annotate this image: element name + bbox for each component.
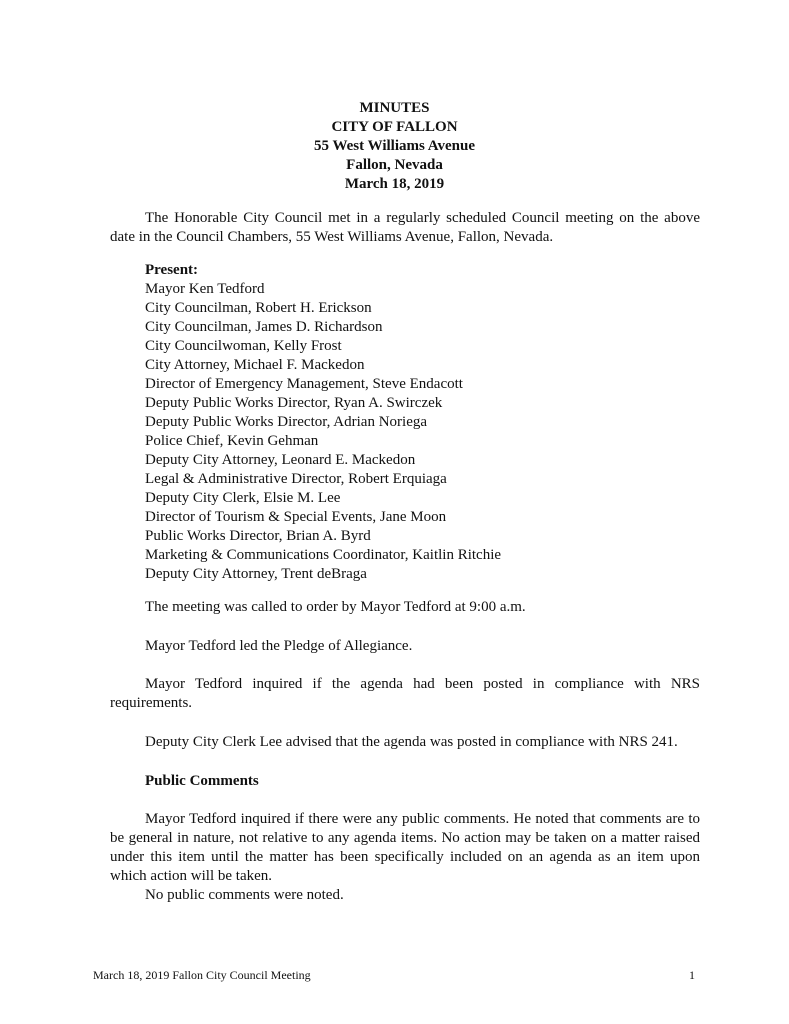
document-header <box>0 99 789 194</box>
attendee-item: Public Works Director, Brian A. Byrd <box>145 528 371 544</box>
meeting-date: March 18, 2019 <box>344 176 445 192</box>
call-to-order-paragraph: The meeting was called to order by Mayor Tedford at 9:00 a.m. <box>145 599 526 615</box>
attendee-item: Director of Emergency Management, Steve Endacott <box>145 376 463 392</box>
attendee-item: Deputy City Clerk, Elsie M. Lee <box>145 490 341 506</box>
agenda-response-paragraph: Deputy City Clerk Lee advised that the agenda was posted in compliance with NRS 241. <box>145 734 678 750</box>
attendee-item: Legal & Administrative Director, Robert Erquiaga <box>145 471 447 487</box>
document-title: MINUTES <box>359 100 430 116</box>
public-comments-heading: Public Comments <box>145 773 259 789</box>
attendee-item: Deputy Public Works Director, Adrian Noriega <box>145 414 428 430</box>
attendee-item: Marketing & Communications Coordinator, Kaitlin Ritchie <box>145 547 502 563</box>
public-comments-result: No public comments were noted. <box>145 887 344 903</box>
footer-page-number: 1 <box>689 968 695 982</box>
attendee-item: Deputy Public Works Director, Ryan A. Swirczek <box>145 395 443 411</box>
city-address: 55 West Williams Avenue <box>314 138 475 154</box>
attendee-item: Police Chief, Kevin Gehman <box>145 433 319 449</box>
attendee-item: Director of Tourism & Special Events, Jane Moon <box>145 509 447 525</box>
city-location: Fallon, Nevada <box>346 157 443 173</box>
public-comments-paragraph: Mayor Tedford inquired if there were any public comments. He noted that comments are to be general in nature, not relative to any agenda items. No action may be taken on a matter raised under this item until the matter has been specifically included on an agenda as an item upon which action will be taken. <box>110 811 700 884</box>
attendee-item: City Councilwoman, Kelly Frost <box>145 338 342 354</box>
intro-paragraph: The Honorable City Council met in a regularly scheduled Council meeting on the above date in the Council Chambers, 55 West Williams Avenue, Fallon, Nevada. <box>110 210 700 245</box>
attendee-item: Deputy City Attorney, Trent deBraga <box>145 566 367 582</box>
agenda-inquiry-paragraph: Mayor Tedford inquired if the agenda had been posted in compliance with NRS requirements. <box>110 676 700 711</box>
attendance-section <box>145 261 685 584</box>
attendee-item: City Attorney, Michael F. Mackedon <box>145 357 365 373</box>
attendee-list <box>145 280 685 584</box>
present-heading: Present: <box>145 262 199 278</box>
footer-meeting-label: March 18, 2019 Fallon City Council Meeting <box>93 968 311 982</box>
attendee-item: Mayor Ken Tedford <box>145 281 265 297</box>
attendee-item: Deputy City Attorney, Leonard E. Mackedon <box>145 452 416 468</box>
attendee-item: City Councilman, James D. Richardson <box>145 319 383 335</box>
pledge-paragraph: Mayor Tedford led the Pledge of Allegiance. <box>145 638 413 654</box>
city-name: CITY OF FALLON <box>331 119 458 135</box>
attendee-item: City Councilman, Robert H. Erickson <box>145 300 372 316</box>
